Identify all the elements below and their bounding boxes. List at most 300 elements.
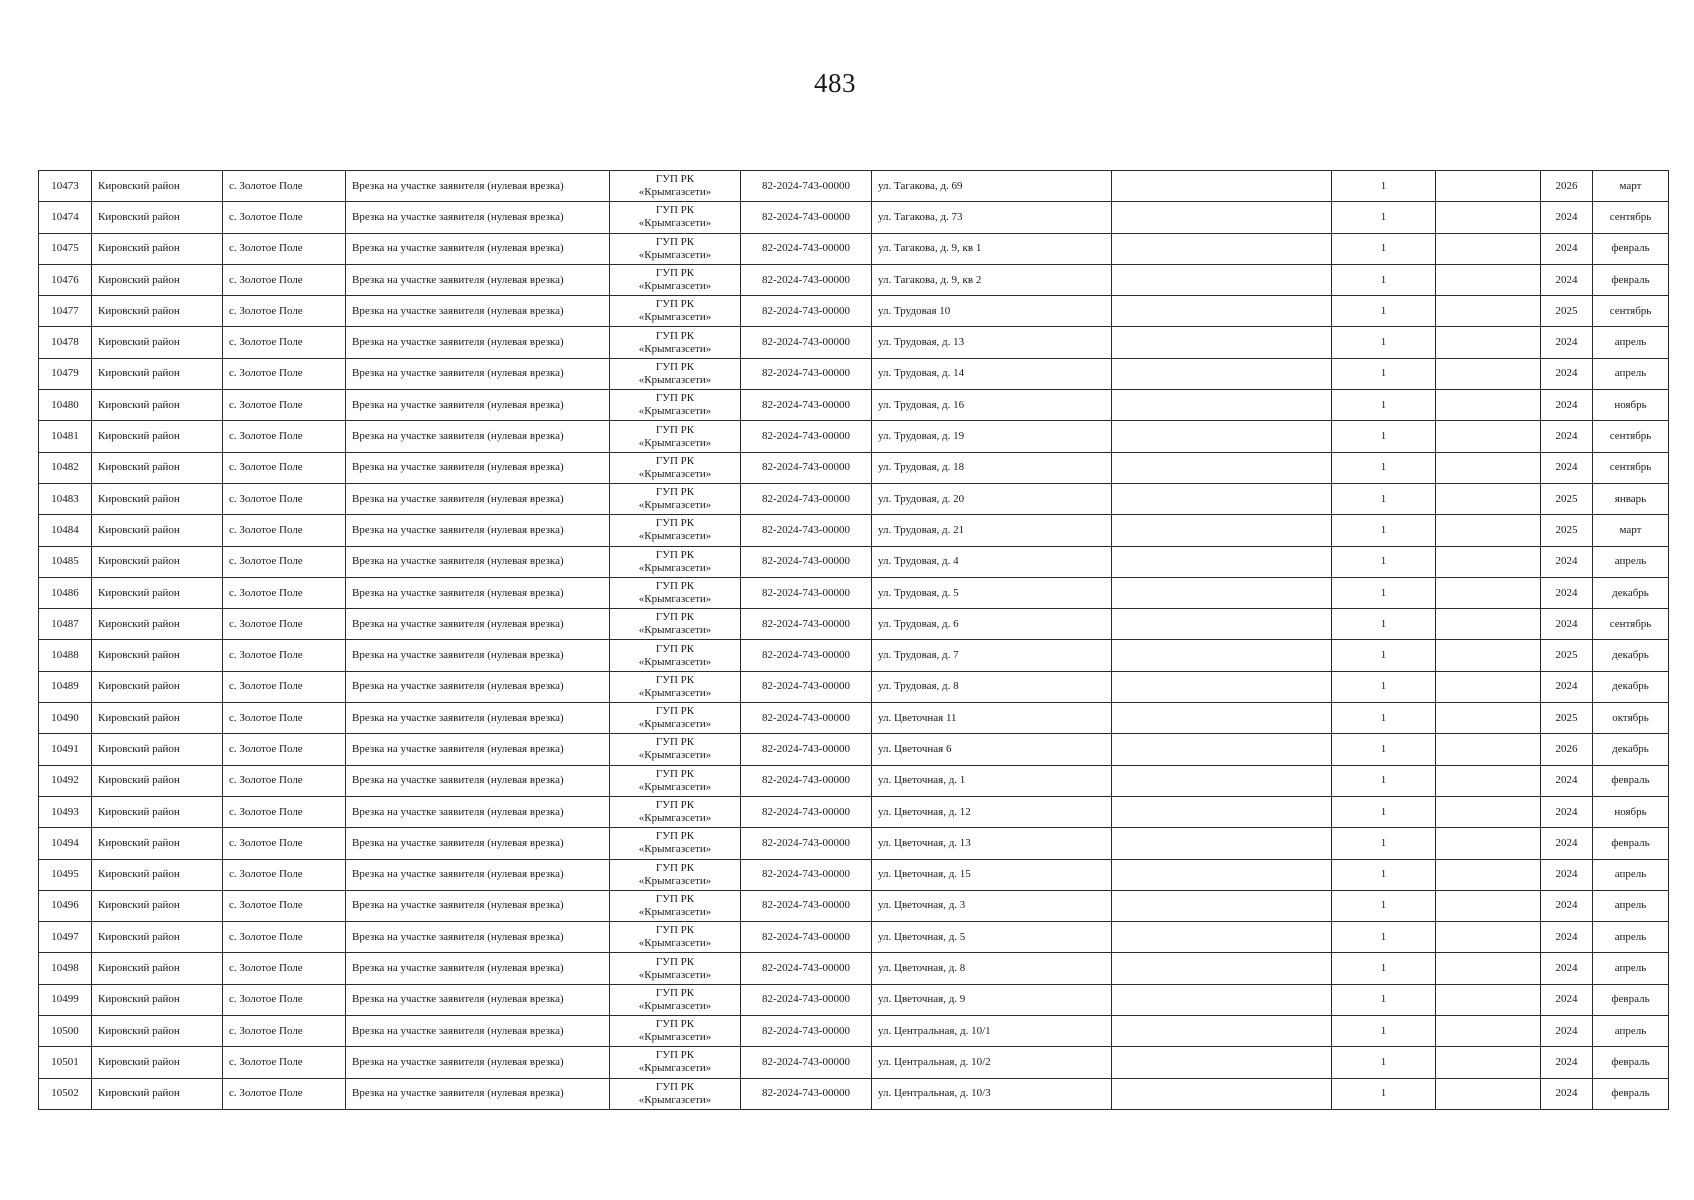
program-code-cell: 82-2024-743-00000: [741, 390, 872, 421]
empty-cell: [1436, 890, 1541, 921]
empty-cell: [1112, 421, 1332, 452]
table-row: [39, 358, 1669, 389]
row-number-cell: 10498: [39, 953, 92, 984]
district-cell: Кировский район: [92, 922, 223, 953]
organization-brand: «Крымгазсети»: [638, 499, 712, 512]
address-cell: ул. Тагакова, д. 9, кв 1: [872, 233, 1112, 264]
year-cell: 2025: [1541, 296, 1593, 327]
work-description-cell: Врезка на участке заявителя (нулевая врезка): [346, 890, 610, 921]
address-cell: ул. Цветочная, д. 5: [872, 922, 1112, 953]
work-description-cell: Врезка на участке заявителя (нулевая врезка): [346, 358, 610, 389]
row-number-cell: 10486: [39, 577, 92, 608]
settlement-cell: с. Золотое Поле: [223, 171, 346, 202]
program-code-cell: 82-2024-743-00000: [741, 264, 872, 295]
work-description-cell: Врезка на участке заявителя (нулевая врезка): [346, 264, 610, 295]
empty-cell: [1436, 171, 1541, 202]
month-cell: февраль: [1593, 828, 1669, 859]
organization-brand: «Крымгазсети»: [638, 436, 712, 449]
district-cell: Кировский район: [92, 515, 223, 546]
quantity-cell: 1: [1332, 327, 1436, 358]
address-cell: ул. Трудовая, д. 4: [872, 546, 1112, 577]
organization-name: ГУП РК: [655, 767, 695, 780]
row-number-cell: 10479: [39, 358, 92, 389]
empty-cell: [1112, 358, 1332, 389]
row-number-cell: 10480: [39, 390, 92, 421]
settlement-cell: с. Золотое Поле: [223, 922, 346, 953]
district-cell: Кировский район: [92, 233, 223, 264]
table-row: [39, 264, 1669, 295]
address-cell: ул. Тагакова, д. 73: [872, 202, 1112, 233]
month-cell: март: [1593, 171, 1669, 202]
year-cell: 2024: [1541, 546, 1593, 577]
district-cell: Кировский район: [92, 765, 223, 796]
organization-cell: [610, 671, 741, 702]
table-row: [39, 703, 1669, 734]
row-number-cell: 10487: [39, 609, 92, 640]
organization-brand: «Крымгазсети»: [638, 624, 712, 637]
table-row: [39, 859, 1669, 890]
organization-name: ГУП РК: [655, 329, 695, 342]
empty-cell: [1436, 671, 1541, 702]
address-cell: ул. Цветочная 6: [872, 734, 1112, 765]
row-number-cell: 10501: [39, 1047, 92, 1078]
empty-cell: [1436, 327, 1541, 358]
table-row: [39, 171, 1669, 202]
year-cell: 2024: [1541, 859, 1593, 890]
organization-cell: [610, 296, 741, 327]
row-number-cell: 10484: [39, 515, 92, 546]
row-number-cell: 10476: [39, 264, 92, 295]
district-cell: Кировский район: [92, 703, 223, 734]
year-cell: 2024: [1541, 765, 1593, 796]
table-row: [39, 953, 1669, 984]
row-number-cell: 10477: [39, 296, 92, 327]
quantity-cell: 1: [1332, 452, 1436, 483]
month-cell: февраль: [1593, 1078, 1669, 1109]
work-description-cell: Врезка на участке заявителя (нулевая врезка): [346, 953, 610, 984]
table-row: [39, 734, 1669, 765]
district-cell: Кировский район: [92, 358, 223, 389]
organization-name: ГУП РК: [655, 955, 695, 968]
row-number-cell: 10497: [39, 922, 92, 953]
address-cell: ул. Трудовая, д. 6: [872, 609, 1112, 640]
year-cell: 2025: [1541, 515, 1593, 546]
table-row: [39, 609, 1669, 640]
organization-name: ГУП РК: [655, 861, 695, 874]
year-cell: 2026: [1541, 734, 1593, 765]
month-cell: апрель: [1593, 890, 1669, 921]
empty-cell: [1112, 577, 1332, 608]
empty-cell: [1436, 828, 1541, 859]
month-cell: февраль: [1593, 264, 1669, 295]
program-code-cell: 82-2024-743-00000: [741, 233, 872, 264]
quantity-cell: 1: [1332, 233, 1436, 264]
organization-cell: [610, 828, 741, 859]
organization-name: ГУП РК: [655, 454, 695, 467]
settlement-cell: с. Золотое Поле: [223, 640, 346, 671]
address-cell: ул. Цветочная, д. 9: [872, 984, 1112, 1015]
quantity-cell: 1: [1332, 171, 1436, 202]
empty-cell: [1436, 483, 1541, 514]
empty-cell: [1436, 1016, 1541, 1047]
row-number-cell: 10495: [39, 859, 92, 890]
row-number-cell: 10473: [39, 171, 92, 202]
empty-cell: [1112, 796, 1332, 827]
district-cell: Кировский район: [92, 546, 223, 577]
empty-cell: [1436, 703, 1541, 734]
empty-cell: [1112, 264, 1332, 295]
quantity-cell: 1: [1332, 264, 1436, 295]
empty-cell: [1112, 546, 1332, 577]
organization-name: ГУП РК: [655, 705, 695, 718]
empty-cell: [1112, 327, 1332, 358]
empty-cell: [1436, 796, 1541, 827]
organization-brand: «Крымгазсети»: [638, 593, 712, 605]
organization-brand: «Крымгазсети»: [638, 655, 712, 668]
program-code-cell: 82-2024-743-00000: [741, 890, 872, 921]
work-description-cell: Врезка на участке заявителя (нулевая врезка): [346, 233, 610, 264]
organization-cell: [610, 515, 741, 546]
month-cell: ноябрь: [1593, 796, 1669, 827]
table-row: [39, 984, 1669, 1015]
year-cell: 2024: [1541, 233, 1593, 264]
empty-cell: [1436, 296, 1541, 327]
table-row: [39, 890, 1669, 921]
settlement-cell: с. Золотое Поле: [223, 452, 346, 483]
work-description-cell: Врезка на участке заявителя (нулевая врезка): [346, 671, 610, 702]
settlement-cell: с. Золотое Поле: [223, 734, 346, 765]
empty-cell: [1112, 1016, 1332, 1047]
settlement-cell: с. Золотое Поле: [223, 515, 346, 546]
organization-name: ГУП РК: [655, 267, 695, 280]
year-cell: 2026: [1541, 171, 1593, 202]
work-description-cell: Врезка на участке заявителя (нулевая врезка): [346, 390, 610, 421]
organization-cell: [610, 984, 741, 1015]
address-cell: ул. Трудовая, д. 21: [872, 515, 1112, 546]
year-cell: 2025: [1541, 640, 1593, 671]
organization-cell: [610, 640, 741, 671]
year-cell: 2024: [1541, 609, 1593, 640]
program-code-cell: 82-2024-743-00000: [741, 296, 872, 327]
row-number-cell: 10474: [39, 202, 92, 233]
organization-cell: [610, 202, 741, 233]
organization-name: ГУП РК: [655, 642, 695, 655]
empty-cell: [1436, 609, 1541, 640]
district-cell: Кировский район: [92, 953, 223, 984]
quantity-cell: 1: [1332, 1047, 1436, 1078]
quantity-cell: 1: [1332, 609, 1436, 640]
empty-cell: [1112, 171, 1332, 202]
address-cell: ул. Центральная, д. 10/3: [872, 1078, 1112, 1109]
address-cell: ул. Центральная, д. 10/2: [872, 1047, 1112, 1078]
quantity-cell: 1: [1332, 890, 1436, 921]
work-description-cell: Врезка на участке заявителя (нулевая врезка): [346, 703, 610, 734]
quantity-cell: 1: [1332, 390, 1436, 421]
organization-cell: [610, 421, 741, 452]
registry-table: [38, 170, 1669, 1110]
month-cell: март: [1593, 515, 1669, 546]
program-code-cell: 82-2024-743-00000: [741, 922, 872, 953]
settlement-cell: с. Золотое Поле: [223, 609, 346, 640]
row-number-cell: 10478: [39, 327, 92, 358]
organization-brand: «Крымгазсети»: [638, 1062, 712, 1075]
empty-cell: [1112, 640, 1332, 671]
organization-brand: «Крымгазсети»: [638, 467, 712, 480]
table-row: [39, 671, 1669, 702]
district-cell: Кировский район: [92, 890, 223, 921]
table-row: [39, 233, 1669, 264]
quantity-cell: 1: [1332, 546, 1436, 577]
organization-brand: «Крымгазсети»: [638, 1031, 712, 1044]
quantity-cell: 1: [1332, 734, 1436, 765]
month-cell: апрель: [1593, 1016, 1669, 1047]
table-row: [39, 202, 1669, 233]
empty-cell: [1436, 1047, 1541, 1078]
organization-name: ГУП РК: [655, 298, 695, 311]
year-cell: 2025: [1541, 483, 1593, 514]
district-cell: Кировский район: [92, 577, 223, 608]
organization-name: ГУП РК: [655, 736, 695, 749]
table-row: [39, 796, 1669, 827]
empty-cell: [1436, 233, 1541, 264]
empty-cell: [1436, 640, 1541, 671]
program-code-cell: 82-2024-743-00000: [741, 1078, 872, 1109]
year-cell: 2024: [1541, 421, 1593, 452]
empty-cell: [1436, 859, 1541, 890]
program-code-cell: 82-2024-743-00000: [741, 452, 872, 483]
table-row: [39, 296, 1669, 327]
work-description-cell: Врезка на участке заявителя (нулевая врезка): [346, 609, 610, 640]
work-description-cell: Врезка на участке заявителя (нулевая врезка): [346, 421, 610, 452]
work-description-cell: Врезка на участке заявителя (нулевая врезка): [346, 922, 610, 953]
empty-cell: [1112, 734, 1332, 765]
settlement-cell: с. Золотое Поле: [223, 671, 346, 702]
organization-brand: «Крымгазсети»: [638, 749, 712, 762]
organization-name: ГУП РК: [655, 1080, 695, 1093]
month-cell: сентябрь: [1593, 202, 1669, 233]
month-cell: апрель: [1593, 546, 1669, 577]
address-cell: ул. Трудовая, д. 7: [872, 640, 1112, 671]
organization-cell: [610, 358, 741, 389]
year-cell: 2024: [1541, 327, 1593, 358]
work-description-cell: Врезка на участке заявителя (нулевая врезка): [346, 765, 610, 796]
empty-cell: [1112, 483, 1332, 514]
month-cell: февраль: [1593, 233, 1669, 264]
district-cell: Кировский район: [92, 483, 223, 514]
program-code-cell: 82-2024-743-00000: [741, 171, 872, 202]
month-cell: апрель: [1593, 358, 1669, 389]
row-number-cell: 10481: [39, 421, 92, 452]
empty-cell: [1436, 765, 1541, 796]
empty-cell: [1112, 984, 1332, 1015]
settlement-cell: с. Золотое Поле: [223, 483, 346, 514]
empty-cell: [1436, 922, 1541, 953]
registry-body: [39, 171, 1669, 1110]
program-code-cell: 82-2024-743-00000: [741, 953, 872, 984]
month-cell: сентябрь: [1593, 609, 1669, 640]
year-cell: 2024: [1541, 1047, 1593, 1078]
year-cell: 2024: [1541, 828, 1593, 859]
organization-cell: [610, 483, 741, 514]
row-number-cell: 10489: [39, 671, 92, 702]
address-cell: ул. Трудовая, д. 8: [872, 671, 1112, 702]
empty-cell: [1436, 984, 1541, 1015]
organization-name: ГУП РК: [655, 986, 695, 999]
settlement-cell: с. Золотое Поле: [223, 327, 346, 358]
address-cell: ул. Цветочная 11: [872, 703, 1112, 734]
month-cell: сентябрь: [1593, 296, 1669, 327]
organization-brand: «Крымгазсети»: [638, 780, 712, 793]
organization-cell: [610, 1047, 741, 1078]
program-code-cell: 82-2024-743-00000: [741, 515, 872, 546]
quantity-cell: 1: [1332, 859, 1436, 890]
organization-cell: [610, 546, 741, 577]
settlement-cell: с. Золотое Поле: [223, 984, 346, 1015]
program-code-cell: 82-2024-743-00000: [741, 640, 872, 671]
table-row: [39, 922, 1669, 953]
year-cell: 2024: [1541, 953, 1593, 984]
settlement-cell: с. Золотое Поле: [223, 703, 346, 734]
quantity-cell: 1: [1332, 765, 1436, 796]
quantity-cell: 1: [1332, 796, 1436, 827]
empty-cell: [1112, 765, 1332, 796]
organization-cell: [610, 609, 741, 640]
address-cell: ул. Тагакова, д. 69: [872, 171, 1112, 202]
month-cell: декабрь: [1593, 640, 1669, 671]
work-description-cell: Врезка на участке заявителя (нулевая врезка): [346, 515, 610, 546]
row-number-cell: 10500: [39, 1016, 92, 1047]
district-cell: Кировский район: [92, 609, 223, 640]
work-description-cell: Врезка на участке заявителя (нулевая врезка): [346, 859, 610, 890]
month-cell: сентябрь: [1593, 421, 1669, 452]
row-number-cell: 10494: [39, 828, 92, 859]
empty-cell: [1436, 515, 1541, 546]
row-number-cell: 10493: [39, 796, 92, 827]
empty-cell: [1436, 452, 1541, 483]
organization-cell: [610, 390, 741, 421]
address-cell: ул. Трудовая, д. 19: [872, 421, 1112, 452]
month-cell: апрель: [1593, 859, 1669, 890]
organization-cell: [610, 171, 741, 202]
organization-brand: «Крымгазсети»: [638, 561, 712, 574]
work-description-cell: Врезка на участке заявителя (нулевая врезка): [346, 828, 610, 859]
district-cell: Кировский район: [92, 327, 223, 358]
table-row: [39, 765, 1669, 796]
organization-brand: «Крымгазсети»: [638, 843, 712, 856]
program-code-cell: 82-2024-743-00000: [741, 765, 872, 796]
organization-cell: [610, 1078, 741, 1109]
month-cell: апрель: [1593, 327, 1669, 358]
organization-brand: «Крымгазсети»: [638, 812, 712, 825]
empty-cell: [1112, 703, 1332, 734]
district-cell: Кировский район: [92, 640, 223, 671]
organization-name: ГУП РК: [655, 924, 695, 937]
settlement-cell: с. Золотое Поле: [223, 828, 346, 859]
district-cell: Кировский район: [92, 984, 223, 1015]
row-number-cell: 10502: [39, 1078, 92, 1109]
organization-name: ГУП РК: [655, 517, 695, 530]
settlement-cell: с. Золотое Поле: [223, 390, 346, 421]
row-number-cell: 10482: [39, 452, 92, 483]
row-number-cell: 10485: [39, 546, 92, 577]
organization-name: ГУП РК: [655, 580, 695, 592]
organization-brand: «Крымгазсети»: [638, 280, 712, 293]
empty-cell: [1112, 953, 1332, 984]
organization-brand: «Крымгазсети»: [638, 405, 712, 418]
page-number: 483: [814, 68, 856, 98]
settlement-cell: с. Золотое Поле: [223, 796, 346, 827]
settlement-cell: с. Золотое Поле: [223, 202, 346, 233]
month-cell: ноябрь: [1593, 390, 1669, 421]
quantity-cell: 1: [1332, 515, 1436, 546]
year-cell: 2024: [1541, 890, 1593, 921]
row-number-cell: 10491: [39, 734, 92, 765]
work-description-cell: Врезка на участке заявителя (нулевая врезка): [346, 1078, 610, 1109]
organization-brand: «Крымгазсети»: [638, 373, 712, 386]
work-description-cell: Врезка на участке заявителя (нулевая врезка): [346, 1016, 610, 1047]
work-description-cell: Врезка на участке заявителя (нулевая врезка): [346, 202, 610, 233]
table-row: [39, 577, 1669, 608]
month-cell: декабрь: [1593, 671, 1669, 702]
organization-name: ГУП РК: [655, 611, 695, 624]
month-cell: декабрь: [1593, 734, 1669, 765]
empty-cell: [1436, 546, 1541, 577]
quantity-cell: 1: [1332, 296, 1436, 327]
organization-brand: «Крымгазсети»: [638, 342, 712, 355]
row-number-cell: 10499: [39, 984, 92, 1015]
organization-name: ГУП РК: [655, 486, 695, 499]
quantity-cell: 1: [1332, 828, 1436, 859]
quantity-cell: 1: [1332, 1016, 1436, 1047]
empty-cell: [1112, 859, 1332, 890]
empty-cell: [1112, 1047, 1332, 1078]
organization-brand: «Крымгазсети»: [638, 217, 712, 230]
table-row: [39, 1016, 1669, 1047]
year-cell: 2025: [1541, 703, 1593, 734]
settlement-cell: с. Золотое Поле: [223, 233, 346, 264]
work-description-cell: Врезка на участке заявителя (нулевая врезка): [346, 577, 610, 608]
organization-name: ГУП РК: [655, 799, 695, 812]
district-cell: Кировский район: [92, 671, 223, 702]
quantity-cell: 1: [1332, 953, 1436, 984]
empty-cell: [1112, 890, 1332, 921]
organization-name: ГУП РК: [655, 673, 695, 686]
row-number-cell: 10490: [39, 703, 92, 734]
address-cell: ул. Трудовая, д. 5: [872, 577, 1112, 608]
quantity-cell: 1: [1332, 421, 1436, 452]
quantity-cell: 1: [1332, 202, 1436, 233]
district-cell: Кировский район: [92, 796, 223, 827]
program-code-cell: 82-2024-743-00000: [741, 1047, 872, 1078]
table-row: [39, 1047, 1669, 1078]
settlement-cell: с. Золотое Поле: [223, 1016, 346, 1047]
month-cell: февраль: [1593, 984, 1669, 1015]
empty-cell: [1112, 233, 1332, 264]
table-row: [39, 483, 1669, 514]
empty-cell: [1436, 577, 1541, 608]
empty-cell: [1112, 922, 1332, 953]
empty-cell: [1112, 452, 1332, 483]
empty-cell: [1112, 609, 1332, 640]
organization-cell: [610, 890, 741, 921]
settlement-cell: с. Золотое Поле: [223, 264, 346, 295]
district-cell: Кировский район: [92, 828, 223, 859]
year-cell: 2024: [1541, 264, 1593, 295]
organization-name: ГУП РК: [655, 204, 695, 217]
year-cell: 2024: [1541, 922, 1593, 953]
organization-brand: «Крымгазсети»: [638, 686, 712, 699]
address-cell: ул. Трудовая, д. 16: [872, 390, 1112, 421]
